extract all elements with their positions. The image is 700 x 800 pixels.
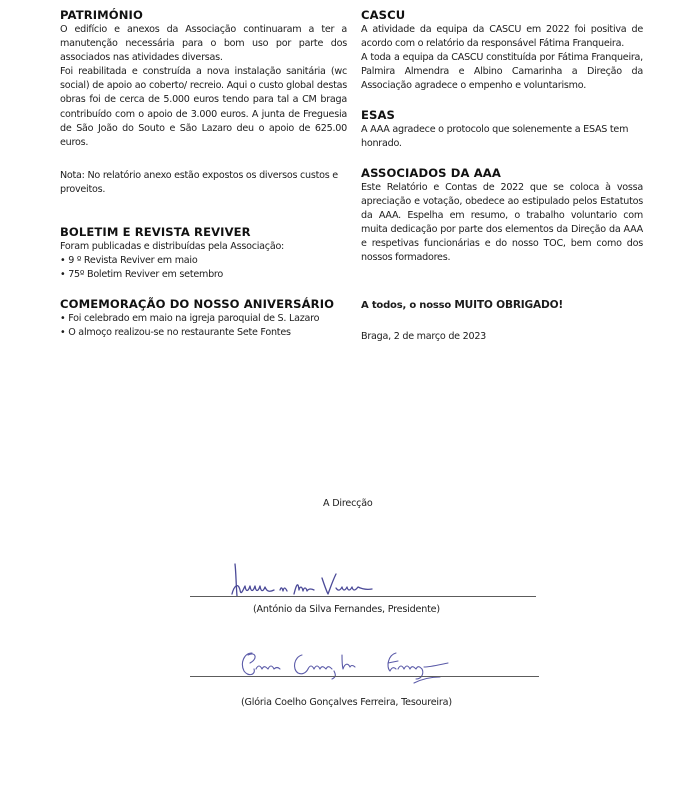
place-date: Braga, 2 de março de 2023 bbox=[361, 331, 487, 342]
cascu-paragraph-1: A atividade da equipa da CASCU em 2022 foi positiva de acordo com o relatório da responsável Fátima Franqueira. bbox=[361, 24, 643, 50]
patrimonio-heading: PATRIMÓNIO bbox=[60, 8, 143, 22]
boletim-intro: Foram publicadas e distribuídas pela Associação: bbox=[60, 241, 285, 252]
boletim-heading: BOLETIM E REVISTA REVIVER bbox=[60, 225, 251, 239]
associados-heading: ASSOCIADOS DA AAA bbox=[361, 166, 501, 180]
boletim-item: • 9 º Revista Reviver em maio bbox=[60, 255, 198, 267]
esas-section bbox=[361, 108, 643, 151]
cascu-section bbox=[361, 8, 643, 93]
cascu-heading: CASCU bbox=[361, 8, 406, 22]
nota-text: Nota: No relatório anexo estão expostos os diversos custos e proveitos. bbox=[60, 170, 338, 196]
patrimonio-paragraph-2: Foi reabilitada e construída a nova instalação sanitária (wc social) de apoio ao coberto/ recreio. Aqui o custo global destas obras foi de cerca de 5.000 euros tendo para tal a CM braga contribuído com o apoio de 3.000 euros. A junta de Freguesia de São João do Souto e São Lazaro deu o apoio de 625.00 euros. bbox=[60, 66, 347, 148]
patrimonio-paragraph-1: O edifício e anexos da Associação continuaram a ter a manutenção necessária para o bom uso por parte dos associados nas atividades diversas. bbox=[60, 24, 347, 64]
closing-section bbox=[361, 298, 643, 313]
esas-paragraph: A AAA agradece o protocolo que solenemente a ESAS tem honrado. bbox=[361, 124, 629, 150]
closing-prefix: A todos, o nosso bbox=[361, 300, 455, 311]
comemoracao-heading: COMEMORAÇÃO DO NOSSO ANIVERSÁRIO bbox=[60, 297, 335, 311]
treasurer-name-caption: (Glória Coelho Gonçalves Ferreira, Tesoureira) bbox=[241, 697, 452, 708]
comemoracao-section bbox=[60, 297, 347, 340]
president-signature bbox=[228, 560, 428, 600]
president-name-caption: (António da Silva Fernandes, Presidente) bbox=[253, 604, 440, 615]
associados-paragraph: Este Relatório e Contas de 2022 que se coloca à vossa apreciação e votação, obedece ao estipulado pelos Estatutos da AAA. Espelha em resumo, o trabalho voluntario com muita dedicação por parte dos elementos da Direção da AAA e respetivas funcionárias e do nosso TOC, bem como dos nossos formadores. bbox=[361, 182, 643, 264]
president-signature-line bbox=[190, 596, 536, 597]
comemoracao-item: • Foi celebrado em maio na igreja paroquial de S. Lazaro bbox=[60, 313, 320, 324]
nota-section bbox=[60, 169, 347, 197]
place-date-section bbox=[361, 330, 643, 344]
boletim-section bbox=[60, 225, 347, 282]
closing-line bbox=[361, 298, 643, 313]
comemoracao-item: • O almoço realizou-se no restaurante Sete Fontes bbox=[60, 327, 291, 339]
boletim-item: • 75º Boletim Reviver em setembro bbox=[60, 269, 224, 281]
treasurer-signature-line bbox=[190, 676, 539, 677]
closing-emphasis: MUITO OBRIGADO! bbox=[454, 299, 564, 311]
esas-heading: ESAS bbox=[361, 108, 395, 122]
treasurer-signature bbox=[238, 645, 478, 685]
associados-section bbox=[361, 166, 643, 266]
cascu-paragraph-2: A toda a equipa da CASCU constituída por Fátima Franqueira, Palmira Almendra e Albino Camarinha a Direção da Associação agradece o empenho e voluntarismo. bbox=[361, 52, 643, 92]
direction-label: A Direcção bbox=[323, 498, 373, 509]
patrimonio-section bbox=[60, 8, 347, 150]
